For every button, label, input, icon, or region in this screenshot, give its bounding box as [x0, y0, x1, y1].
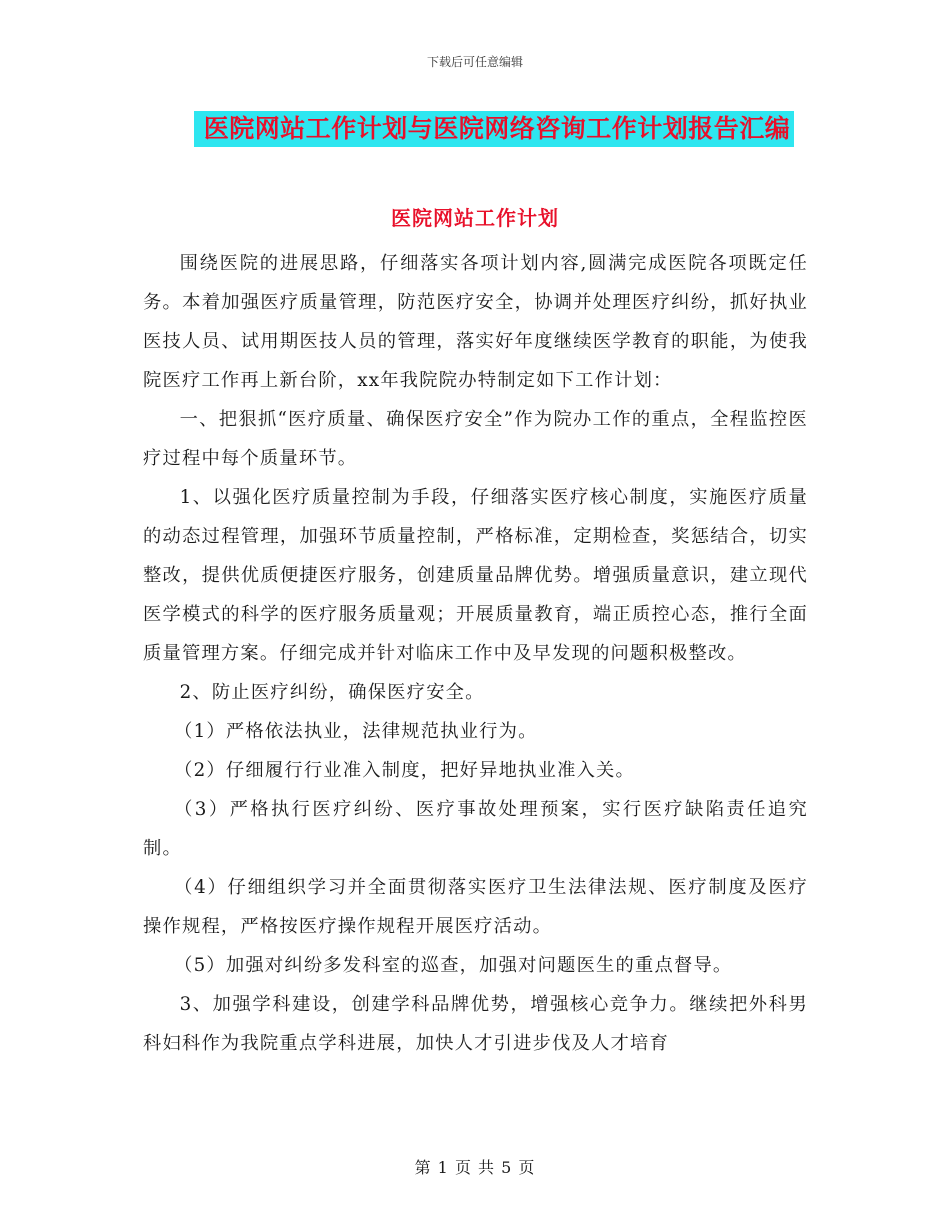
paragraph-subitem-1: （1）严格依法执业，法律规范执业行为。 [174, 721, 538, 742]
paragraph-section-1: 一、把狠抓“医疗质量、确保医疗安全”作为院办工作的重点，全程监控医疗过程中每个质量环节。 [143, 409, 808, 469]
header-note: 下载后可任意编辑 [426, 55, 523, 69]
paragraph-subitem-2: （2）仔细履行行业准入制度，把好异地执业准入关。 [174, 760, 636, 781]
paragraph-intro: 围绕医院的进展思路，仔细落实各项计划内容,圆满完成医院各项既定任务。本着加强医疗质量管理，防范医疗安全，协调并处理医疗纠纷，抓好执业医技人员、试用期医技人员的管理，落实好年度继续医学教育的职能，为使我院医疗工作再上新台阶，xx年我院院办特制定如下工作计划： [143, 253, 808, 391]
paragraph-subitem-4: （4）仔细组织学习并全面贯彻落实医疗卫生法律法规、医疗制度及医疗操作规程，严格按医疗操作规程开展医疗活动。 [143, 877, 808, 937]
document-body [143, 244, 808, 1063]
section-title: 医院网站工作计划 [391, 206, 559, 230]
paragraph-item-2: 2、防止医疗纠纷，确保医疗安全。 [179, 682, 485, 703]
page-number: 第 1 页 共 5 页 [414, 1158, 536, 1177]
paragraph-subitem-3: （3）严格执行医疗纠纷、医疗事故处理预案，实行医疗缺陷责任追究制。 [143, 799, 808, 859]
paragraph-item-3: 3、加强学科建设，创建学科品牌优势，增强核心竞争力。继续把外科男科妇科作为我院重点学科进展，加快人才引进步伐及人才培育 [143, 994, 808, 1054]
paragraph-item-1: 1、以强化医疗质量控制为手段，仔细落实医疗核心制度，实施医疗质量的动态过程管理，加强环节质量控制，严格标准，定期检查，奖惩结合，切实整改，提供优质便捷医疗服务，创建质量品牌优势。增强质量意识，建立现代医学模式的科学的医疗服务质量观；开展质量教育，端正质控心态，推行全面质量管理方案。仔细完成并针对临床工作中及早发现的问题积极整改。 [143, 487, 808, 664]
paragraph-subitem-5: （5）加强对纠纷多发科室的巡查，加强对问题医生的重点督导。 [174, 955, 733, 976]
document-main-title: 医院网站工作计划与医院网络咨询工作计划报告汇编 [194, 111, 795, 147]
main-title-container [0, 111, 950, 147]
